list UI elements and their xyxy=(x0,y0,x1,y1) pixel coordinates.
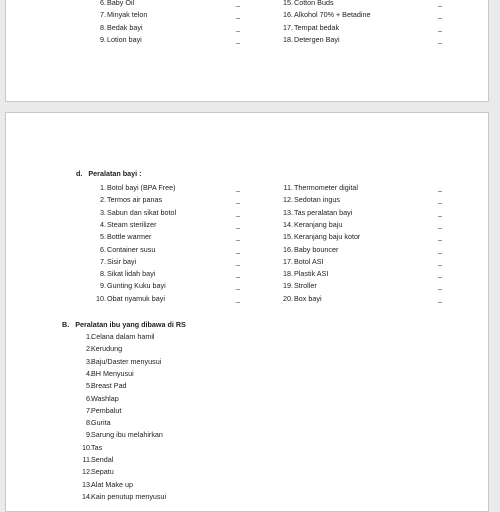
section-d-title: Peralatan bayi : xyxy=(88,169,142,178)
item-label: Celana dalam hamil xyxy=(91,332,155,341)
item-label: Baby Oil xyxy=(107,0,135,7)
item-label: Obat nyamuk bayi xyxy=(107,293,165,303)
item-label: Washlap xyxy=(91,393,119,403)
item-label: Pembalut xyxy=(91,405,122,415)
item-label: Termos air panas xyxy=(107,195,163,205)
item-number: 4. xyxy=(86,368,92,378)
checkbox-blank[interactable]: _ xyxy=(438,0,442,7)
item-label: Baju/Daster menyusui xyxy=(91,356,162,366)
item-number: 9. xyxy=(86,430,92,440)
item-number: 13. xyxy=(82,479,92,489)
item-label: Gunting Kuku bayi xyxy=(107,281,166,291)
item-label: Tempat bedak xyxy=(294,22,340,32)
item-number: 9. xyxy=(100,281,106,291)
item-label: Kerudung xyxy=(91,344,123,354)
document-page-2 xyxy=(5,112,489,512)
checkbox-blank[interactable]: _ xyxy=(236,281,240,291)
item-label: Botol ASI xyxy=(294,256,324,266)
checkbox-blank[interactable]: _ xyxy=(438,10,442,20)
item-number: 1. xyxy=(100,183,106,192)
item-number: 18. xyxy=(283,269,293,279)
item-label: Alkohol 70% + Betadine xyxy=(294,10,371,20)
item-number: 8. xyxy=(100,22,106,32)
checkbox-blank[interactable]: _ xyxy=(236,256,240,266)
item-label: Breast Pad xyxy=(91,381,127,391)
item-number: 19. xyxy=(283,281,293,291)
checkbox-blank[interactable]: _ xyxy=(236,10,240,20)
item-label: Tas peralatan bayi xyxy=(294,207,353,217)
item-label: Keranjang baju xyxy=(294,219,343,229)
item-label: Botol bayi (BPA Free) xyxy=(107,183,176,192)
item-label: Sarung ibu melahirkan xyxy=(91,430,163,440)
document-page-1 xyxy=(5,0,489,102)
item-number: 1. xyxy=(86,332,92,341)
item-label: Bottle warmer xyxy=(107,232,152,242)
item-number: 14. xyxy=(283,219,293,229)
checkbox-blank[interactable]: _ xyxy=(438,207,442,217)
item-number: 14. xyxy=(82,491,92,501)
item-label: Plastik ASI xyxy=(294,269,329,279)
item-label: Gurita xyxy=(91,418,111,428)
item-number: 10. xyxy=(82,442,92,452)
item-number: 2. xyxy=(86,344,92,354)
item-number: 7. xyxy=(100,256,106,266)
checkbox-blank[interactable]: _ xyxy=(236,244,240,254)
item-number: 16. xyxy=(283,244,293,254)
item-number: 8. xyxy=(86,418,92,428)
checkbox-blank[interactable]: _ xyxy=(438,269,442,279)
item-number: 8. xyxy=(100,269,106,279)
checkbox-blank[interactable]: _ xyxy=(236,269,240,279)
item-label: Bedak bayi xyxy=(107,22,143,32)
item-label: Sendal xyxy=(91,455,114,464)
section-b-letter: B. xyxy=(62,320,70,329)
item-label: BH Menyusui xyxy=(91,368,134,378)
item-label: Thermometer digital xyxy=(294,183,358,192)
item-label: Baby bouncer xyxy=(294,244,339,254)
item-number: 12. xyxy=(283,195,293,205)
item-number: 20. xyxy=(283,293,293,303)
section-b-heading xyxy=(62,320,186,329)
section-d-letter: d. xyxy=(76,169,83,178)
checkbox-blank[interactable]: _ xyxy=(438,281,442,291)
checkbox-blank[interactable]: _ xyxy=(438,34,442,44)
item-number: 11. xyxy=(283,183,293,192)
item-label: Sedotan ingus xyxy=(294,195,340,205)
checkbox-blank[interactable]: _ xyxy=(236,195,240,205)
checkbox-blank[interactable]: _ xyxy=(236,219,240,229)
item-label: Sikat lidah bayi xyxy=(107,269,156,279)
item-label: Minyak telon xyxy=(107,10,148,20)
section-d-heading xyxy=(76,169,142,178)
item-label: Alat Make up xyxy=(91,479,133,489)
item-number: 12. xyxy=(82,467,92,477)
checkbox-blank[interactable]: _ xyxy=(438,183,442,192)
item-number: 17. xyxy=(283,22,293,32)
item-number: 15. xyxy=(283,232,293,242)
item-number: 5. xyxy=(86,381,92,391)
item-label: Sisir bayi xyxy=(107,256,137,266)
item-label: Stroller xyxy=(294,281,317,291)
item-number: 16. xyxy=(283,10,293,20)
checkbox-blank[interactable]: _ xyxy=(438,219,442,229)
item-number: 7. xyxy=(100,10,106,20)
checkbox-blank[interactable]: _ xyxy=(438,195,442,205)
item-label: Lotion bayi xyxy=(107,34,142,44)
item-number: 13. xyxy=(283,207,293,217)
checkbox-blank[interactable]: _ xyxy=(438,244,442,254)
item-label: Tas xyxy=(91,442,103,452)
section-b-title: Peralatan ibu yang dibawa di RS xyxy=(75,320,186,329)
item-number: 6. xyxy=(100,244,106,254)
checkbox-blank[interactable]: _ xyxy=(236,232,240,242)
item-label: Detergen Bayi xyxy=(294,34,340,44)
checkbox-blank[interactable]: _ xyxy=(236,34,240,44)
checkbox-blank[interactable]: _ xyxy=(438,22,442,32)
item-number: 7. xyxy=(86,405,92,415)
checkbox-blank[interactable]: _ xyxy=(236,183,240,192)
item-label: Cotton Buds xyxy=(294,0,334,7)
item-number: 18. xyxy=(283,34,293,44)
checkbox-blank[interactable]: _ xyxy=(236,0,240,7)
checkbox-blank[interactable]: _ xyxy=(236,207,240,217)
item-number: 5. xyxy=(100,232,106,242)
item-number: 9. xyxy=(100,34,106,44)
item-label: Keranjang baju kotor xyxy=(294,232,361,242)
item-number: 17. xyxy=(283,256,293,266)
item-label: Steam sterilizer xyxy=(107,219,157,229)
item-label: Container susu xyxy=(107,244,156,254)
item-label: Sabun dan sikat botol xyxy=(107,207,177,217)
item-number: 4. xyxy=(100,219,106,229)
item-number: 3. xyxy=(86,356,92,366)
checkbox-blank[interactable]: _ xyxy=(438,293,442,303)
checkbox-blank[interactable]: _ xyxy=(236,22,240,32)
item-number: 6. xyxy=(100,0,106,7)
item-label: Kain penutup menyusui xyxy=(91,491,167,501)
item-number: 11. xyxy=(82,455,92,464)
checkbox-blank[interactable]: _ xyxy=(236,293,240,303)
item-label: Sepatu xyxy=(91,467,114,477)
item-number: 6. xyxy=(86,393,92,403)
item-number: 15. xyxy=(283,0,293,7)
item-label: Box bayi xyxy=(294,293,322,303)
item-number: 10. xyxy=(96,293,106,303)
checkbox-blank[interactable]: _ xyxy=(438,256,442,266)
item-number: 2. xyxy=(100,195,106,205)
item-number: 3. xyxy=(100,207,106,217)
checkbox-blank[interactable]: _ xyxy=(438,232,442,242)
